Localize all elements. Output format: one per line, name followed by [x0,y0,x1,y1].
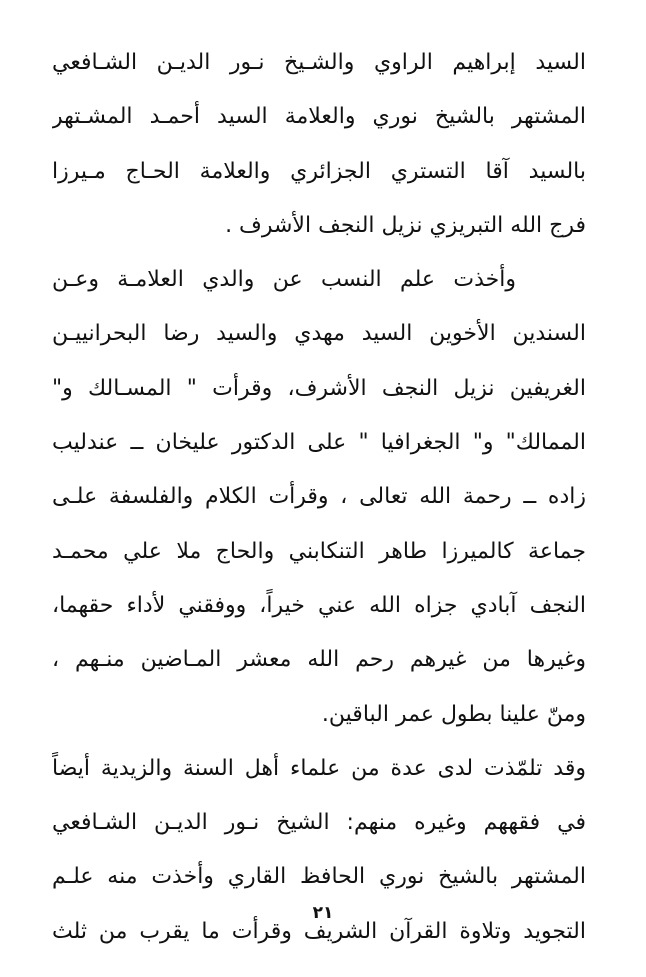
text-line: السيد إبراهيم الراوي والشـيخ نـور الديـن الشـافعي [52,50,586,75]
text-line: فرج الله التبريزي نزيل النجف الأشرف . [225,212,586,238]
text-line: المشتهر بالشيخ نوري الحافظ القاري وأخذت منه علـم [52,864,586,890]
text-line: ومنّ علينا بطول عمر الباقين. [321,701,586,727]
text-line: الممالك" و" الجغرافيا " على الدكتور عليخان ــ عندليب [52,430,586,456]
page-number: ٢١ [312,903,334,923]
text-line: الغريفين نزيل النجف الأشرف، وقرأت " المسـالك و" [52,375,586,401]
text-line: جماعة كالميرزا طاهر التنكابني والحاج ملا علي محمـد [52,538,586,564]
text-line: في فقههم وغيره منهم: الشيخ نـور الديـن الشـافعي [52,810,586,836]
text-line: وأخذت علم النسب عن والدي العلامـة وعـن [52,267,516,293]
text-line: زاده ــ رحمة الله تعالى ، وقرأت الكلام والفلسفة علـى [52,484,586,510]
text-line: وقد تلمّذت لدى عدة من علماء أهل السنة والزيدية أيضاً [52,755,586,781]
text-line: السندين الأخوين السيد مهدي والسيد رضا البحرانييـن [52,321,586,347]
body-text [52,36,586,959]
text-line: المشتهر بالشيخ نوري والعلامة السيد أحمـد المشـتهر [52,104,586,130]
text-line: بالسيد آقا التستري الجزائري والعلامة الحـاج مـيرزا [52,158,586,184]
text-line: وغيرها من غيرهم رحم الله معشر المـاضين منـهم ، [52,647,586,673]
text-line: النجف آبادي جزاه الله عني خيراً، ووفقني لأداء حقهما، [52,592,586,618]
text-line: التجويد وتلاوة القرآن الشريف وقرأت ما يقرب من ثلث [52,918,586,944]
